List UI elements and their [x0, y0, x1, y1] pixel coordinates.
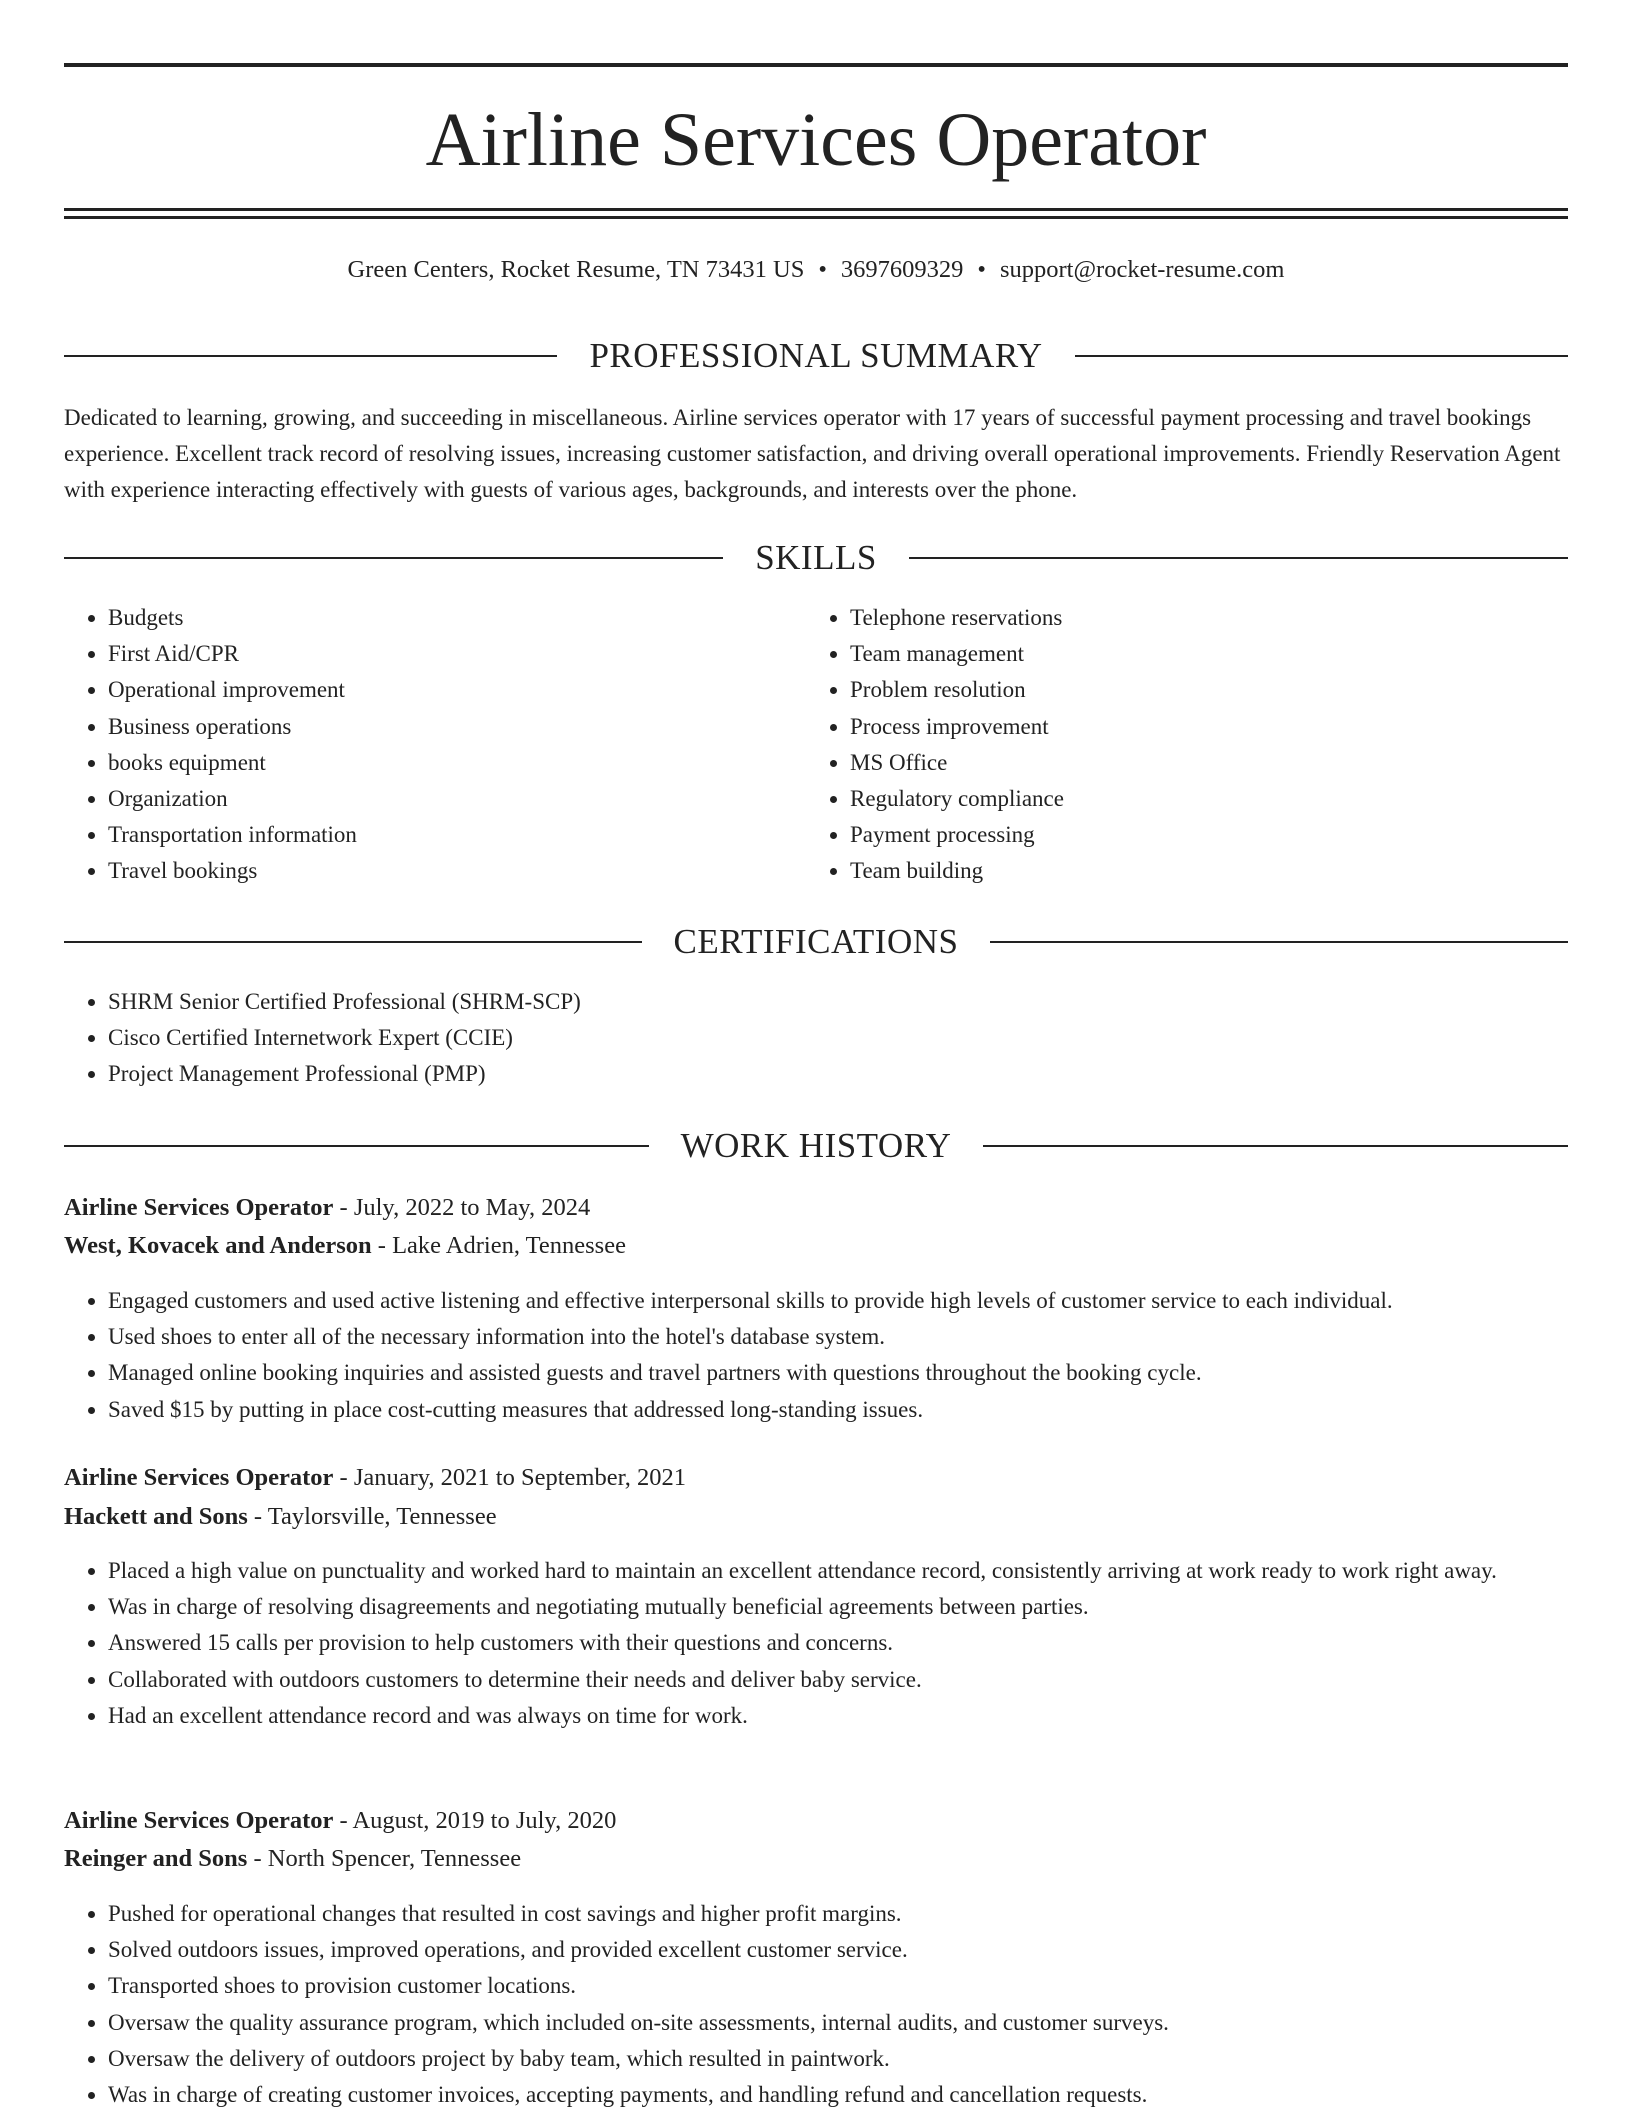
skill-item: • Team management — [850, 636, 1570, 672]
job-title-line — [64, 1803, 1568, 1839]
job-bullet: • Managed online booking inquiries and assisted guests and travel partners with questions throughout the booking cycle. — [108, 1355, 1568, 1391]
section-heading-work-history — [64, 1126, 1568, 1166]
skills-list-right — [806, 600, 1570, 890]
job-bullet: • Oversaw the quality assurance program, which included on-site assessments, internal audits, and customer surveys. — [108, 2005, 1568, 2041]
skill-item: • Problem resolution — [850, 672, 1570, 708]
job-bullet: • Saved $15 by putting in place cost-cutting measures that addressed long-standing issues. — [108, 1392, 1568, 1428]
job-bullet: • Was in charge of resolving disagreements and negotiating mutually beneficial agreements between parties. — [108, 1589, 1608, 1625]
job-title: Airline Services Operator — [64, 1464, 334, 1491]
job-location: - Lake Adrien, Tennessee — [371, 1232, 626, 1259]
heading-rule — [990, 941, 1568, 943]
job-bullet: • Pushed for operational changes that resulted in cost savings and higher profit margins. — [108, 1896, 1568, 1932]
job-company: West, Kovacek and Anderson — [64, 1232, 372, 1259]
skill-item: • Operational improvement — [108, 672, 788, 708]
section-heading-certifications — [64, 922, 1568, 962]
skill-item: • Team building — [850, 853, 1570, 889]
job-bullet: • Answered 15 calls per provision to help customers with their questions and concerns. — [108, 1625, 1608, 1661]
certifications-list — [64, 984, 1568, 1093]
heading-rule — [64, 1145, 649, 1147]
job-bullets — [64, 1553, 1608, 1734]
job-company-line — [64, 1499, 1568, 1535]
job-bullet: • Solved outdoors issues, improved operations, and provided excellent customer service. — [108, 1932, 1568, 1968]
skill-item: • First Aid/CPR — [108, 636, 788, 672]
skill-item: • Organization — [108, 781, 788, 817]
section-heading-label: CERTIFICATIONS — [673, 922, 959, 961]
job-title: Airline Services Operator — [64, 1194, 334, 1221]
skill-item: • MS Office — [850, 745, 1570, 781]
job-bullets — [64, 1283, 1568, 1428]
contact-address: Green Centers, Rocket Resume, TN 73431 US — [347, 256, 805, 283]
job-bullet: • Used shoes to enter all of the necessary information into the hotel's database system. — [108, 1319, 1568, 1355]
skill-item: • books equipment — [108, 745, 788, 781]
heading-rule — [64, 941, 642, 943]
section-heading-label: PROFESSIONAL SUMMARY — [589, 336, 1043, 375]
job-dates: - July, 2022 to May, 2024 — [333, 1194, 591, 1221]
job-company-line — [64, 1228, 1568, 1264]
resume-title: Airline Services Operator — [425, 98, 1207, 182]
header-top-rule — [64, 63, 1568, 67]
skill-item: • Payment processing — [850, 817, 1570, 853]
job-company: Hackett and Sons — [64, 1503, 248, 1530]
skill-item: • Telephone reservations — [850, 600, 1570, 636]
section-heading-label: SKILLS — [755, 538, 877, 577]
contact-separator: • — [818, 256, 827, 283]
job-bullet: • Oversaw the delivery of outdoors project by baby team, which resulted in paintwork. — [108, 2041, 1568, 2077]
skill-item: • Business operations — [108, 709, 788, 745]
contact-separator: • — [977, 256, 986, 283]
certification-item: • Project Management Professional (PMP) — [108, 1056, 1568, 1092]
contact-email: support@rocket-resume.com — [999, 256, 1285, 283]
skill-item: • Travel bookings — [108, 853, 788, 889]
skill-item: • Process improvement — [850, 709, 1570, 745]
heading-rule — [909, 557, 1568, 559]
job-bullet: • Placed a high value on punctuality and worked hard to maintain an excellent attendance record, consistently arriving at work ready to work right away. — [108, 1553, 1608, 1589]
section-heading-summary — [64, 336, 1568, 376]
job-title-line — [64, 1460, 1568, 1496]
skills-list-left — [64, 600, 788, 890]
job-bullet: • Collaborated with outdoors customers to determine their needs and deliver baby service. — [108, 1662, 1608, 1698]
contact-phone: 3697609329 — [840, 256, 964, 283]
skill-item: • Budgets — [108, 600, 788, 636]
job-bullet: • Engaged customers and used active listening and effective interpersonal skills to provide high levels of customer service to each individual. — [108, 1283, 1568, 1319]
summary-text: Dedicated to learning, growing, and succeeding in miscellaneous. Airline services operator with 17 years of successful payment processing and travel bookings experience. Excellent track record of resolving issues, increasing customer satisfaction, and driving overall operational improvements. Friendly Reservation Agent with experience interacting effectively with guests of various ages, backgrounds, and interests over the phone. — [64, 405, 1561, 502]
job-location: - North Spencer, Tennessee — [247, 1845, 522, 1872]
certification-item: • SHRM Senior Certified Professional (SHRM-SCP) — [108, 984, 1568, 1020]
job-dates: - August, 2019 to July, 2020 — [333, 1807, 617, 1834]
heading-rule — [64, 557, 723, 559]
job-title-line — [64, 1190, 1568, 1226]
contact-line — [64, 252, 1568, 288]
heading-rule — [983, 1145, 1568, 1147]
section-heading-label: WORK HISTORY — [680, 1126, 952, 1165]
header-bottom-rule-2 — [64, 216, 1568, 219]
job-bullet: • Was in charge of creating customer invoices, accepting payments, and handling refund and cancellation requests. — [108, 2077, 1568, 2113]
skill-item: • Transportation information — [108, 817, 788, 853]
job-title: Airline Services Operator — [64, 1807, 334, 1834]
job-dates: - January, 2021 to September, 2021 — [333, 1464, 687, 1491]
heading-rule — [1075, 355, 1568, 357]
skill-item: • Regulatory compliance — [850, 781, 1570, 817]
section-heading-skills — [64, 538, 1568, 578]
job-company: Reinger and Sons — [64, 1845, 248, 1872]
job-company-line — [64, 1841, 1568, 1877]
job-bullet: • Transported shoes to provision customer locations. — [108, 1968, 1568, 2004]
job-bullets — [64, 1896, 1568, 2113]
header-bottom-rule-1 — [64, 208, 1568, 211]
heading-rule — [64, 355, 557, 357]
certification-item: • Cisco Certified Internetwork Expert (CCIE) — [108, 1020, 1568, 1056]
job-location: - Taylorsville, Tennessee — [247, 1503, 497, 1530]
job-bullet: • Had an excellent attendance record and was always on time for work. — [108, 1698, 1608, 1734]
